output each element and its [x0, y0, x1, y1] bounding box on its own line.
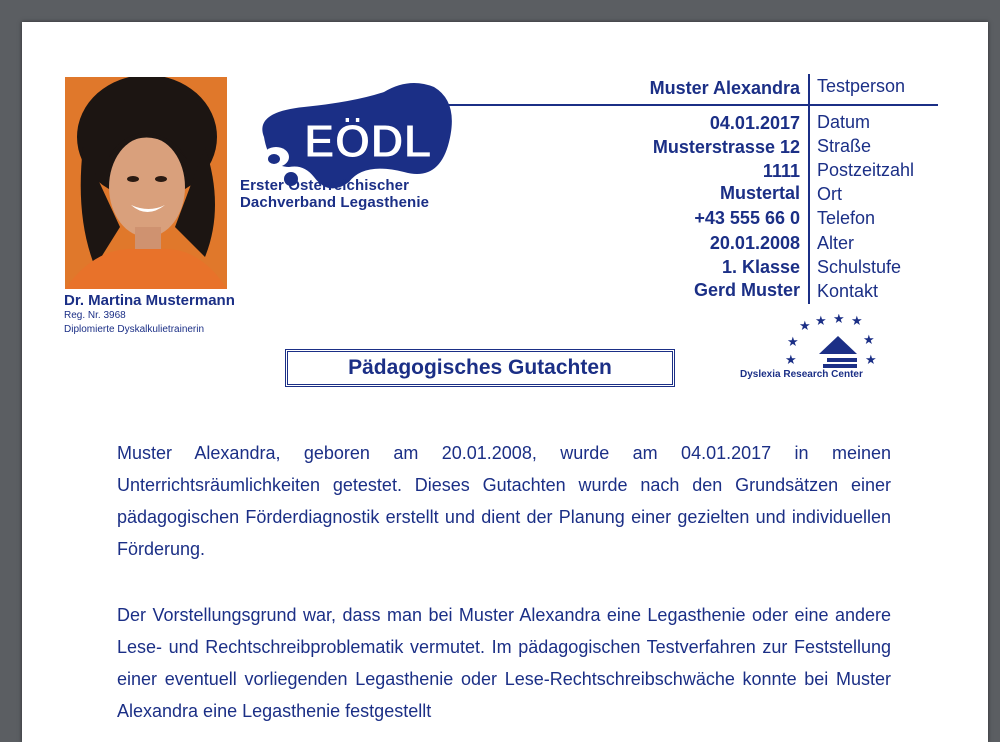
- info-value-datum: 04.01.2017: [709, 113, 800, 133]
- info-horizontal-rule: [442, 104, 938, 106]
- svg-text:★: ★: [833, 314, 845, 327]
- document-page: [22, 22, 988, 742]
- info-value-plz: 1111: [762, 161, 800, 181]
- info-label-telefon: Telefon: [817, 208, 876, 228]
- testperson-label: Testperson: [817, 76, 906, 96]
- info-value-alter: 20.01.2008: [709, 233, 800, 253]
- svg-text:★: ★: [863, 333, 875, 348]
- info-value-telefon: +43 555 66 0: [694, 208, 800, 228]
- svg-text:★: ★: [865, 353, 877, 368]
- person-registration: Reg. Nr. 3968: [64, 310, 126, 321]
- eodl-acronym: EÖDL: [304, 115, 432, 167]
- logo-line-1: Erster Österreichischer: [240, 177, 410, 194]
- paragraph-2: Der Vorstellungsgrund war, dass man bei Muster Alexandra eine Legasthenie oder eine andere Lese- und Rechtschreibproblematik vermutet. Im pädagogischen Testverfahren zur Feststellung einer eventuell vorliegenden Legasthenie oder Lese-Rechtschreibschwäche konnte bei Muster Alexandra eine Legasthenie festgestellt: [117, 605, 891, 721]
- info-vertical-rule: [808, 74, 810, 304]
- logo-line-2: Dachverband Legasthenie: [240, 194, 430, 211]
- svg-text:★: ★: [799, 319, 811, 334]
- info-value-schulstufe: 1. Klasse: [721, 257, 800, 277]
- document-title-box: [285, 349, 675, 387]
- paragraph-1: Muster Alexandra, geboren am 20.01.2008, wurde am 04.01.2017 in meinen Unterrichtsräumlichkeiten getestet. Dieses Gutachten wurde nach den Grundsätzen einer pädagogischen Förderdiagnostik erstellt und dient der Planung einer gezielten und individuellen Förderung.: [117, 443, 891, 559]
- document-title: Pädagogisches Gutachten: [348, 356, 612, 379]
- drc-name: Dyslexia Research Center: [740, 369, 863, 380]
- person-name: Dr. Martina Mustermann: [64, 292, 235, 309]
- info-value-ort: Mustertal: [719, 183, 800, 203]
- info-label-plz: Postzeitzahl: [817, 160, 915, 180]
- info-label-schulstufe: Schulstufe: [817, 257, 902, 277]
- info-label-ort: Ort: [817, 184, 842, 204]
- info-label-datum: Datum: [817, 112, 871, 132]
- svg-text:★: ★: [851, 314, 863, 329]
- svg-text:★: ★: [787, 335, 799, 350]
- info-label-strasse: Straße: [817, 136, 872, 156]
- person-title: Diplomierte Dyskalkulietrainerin: [64, 324, 205, 335]
- info-label-kontakt: Kontakt: [817, 281, 879, 301]
- svg-text:★: ★: [815, 314, 827, 329]
- info-label-alter: Alter: [817, 233, 855, 253]
- portrait-photo: [65, 77, 227, 289]
- info-value-kontakt: Gerd Muster: [693, 280, 800, 300]
- testperson-value: Muster Alexandra: [649, 78, 800, 98]
- info-value-strasse: Musterstrasse 12: [652, 137, 800, 157]
- svg-text:★: ★: [785, 353, 797, 368]
